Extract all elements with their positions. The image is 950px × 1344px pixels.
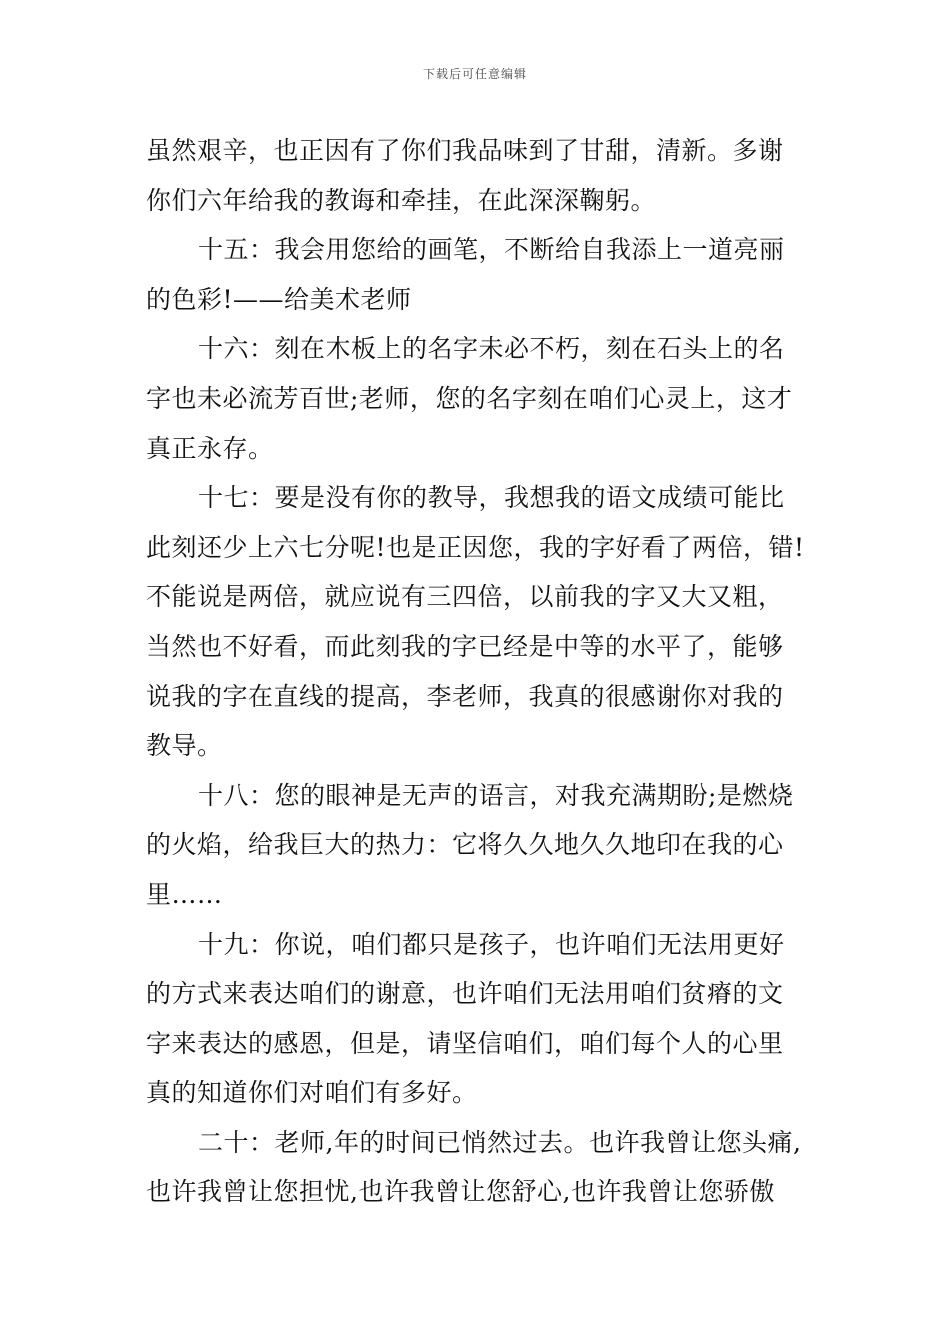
text-line: 当然也不好看，而此刻我的字已经是中等的水平了，能够: [146, 631, 784, 661]
paragraph-nineteen: [146, 920, 816, 1118]
text-line: 二十：老师,年的时间已悄然过去。也许我曾让您头痛,: [198, 1127, 802, 1157]
text-line: 不能说是两倍，就应说有三四倍，以前我的字又大又粗，: [146, 582, 784, 612]
paragraph-continuation: [146, 126, 816, 225]
paragraph-sixteen: [146, 324, 816, 473]
paragraph-eighteen: [146, 771, 816, 920]
text-line: 十九：你说，咱们都只是孩子，也许咱们无法用更好: [198, 929, 785, 959]
text-line: 的火焰，给我巨大的热力：它将久久地久久地印在我的心: [146, 830, 784, 860]
text-line: 十五：我会用您给的画笔，不断给自我添上一道亮丽: [198, 235, 785, 265]
text-line: 字来表达的感恩，但是，请坚信咱们，咱们每个人的心里: [146, 1028, 784, 1058]
page-header: 下载后可任意编辑: [422, 67, 527, 81]
text-line: 真正永存。: [146, 433, 274, 463]
text-line: 里……: [146, 879, 223, 909]
text-line: 此刻还少上六七分呢!也是正因您，我的字好看了两倍，错!: [146, 532, 805, 562]
text-line: 的色彩!——给美术老师: [146, 284, 412, 314]
text-line: 十七：要是没有你的教导，我想我的语文成绩可能比: [198, 483, 785, 513]
text-line: 十六：刻在木板上的名字未必不朽，刻在石头上的名: [198, 334, 785, 364]
text-line: 真的知道你们对咱们有多好。: [146, 1078, 478, 1108]
text-line: 十八：您的眼神是无声的语言，对我充满期盼;是燃烧: [198, 780, 794, 810]
text-line: 教导。: [146, 731, 223, 761]
text-line: 你们六年给我的教诲和牵挂，在此深深鞠躬。: [146, 185, 657, 215]
text-line: 的方式来表达咱们的谢意，也许咱们无法用咱们贫瘠的文: [146, 979, 784, 1009]
paragraph-seventeen: [146, 473, 816, 771]
text-line: 说我的字在直线的提高，李老师，我真的很感谢你对我的: [146, 681, 784, 711]
text-line: 字也未必流芳百世;老师，您的名字刻在咱们心灵上，这才: [146, 383, 793, 413]
document-body: [146, 126, 816, 1217]
text-line: 也许我曾让您担忧,也许我曾让您舒心,也许我曾让您骄傲: [146, 1177, 775, 1207]
text-line: 虽然艰辛，也正因有了你们我品味到了甘甜，清新。多谢: [146, 136, 784, 165]
paragraph-fifteen: [146, 225, 816, 324]
paragraph-twenty: [146, 1118, 816, 1217]
